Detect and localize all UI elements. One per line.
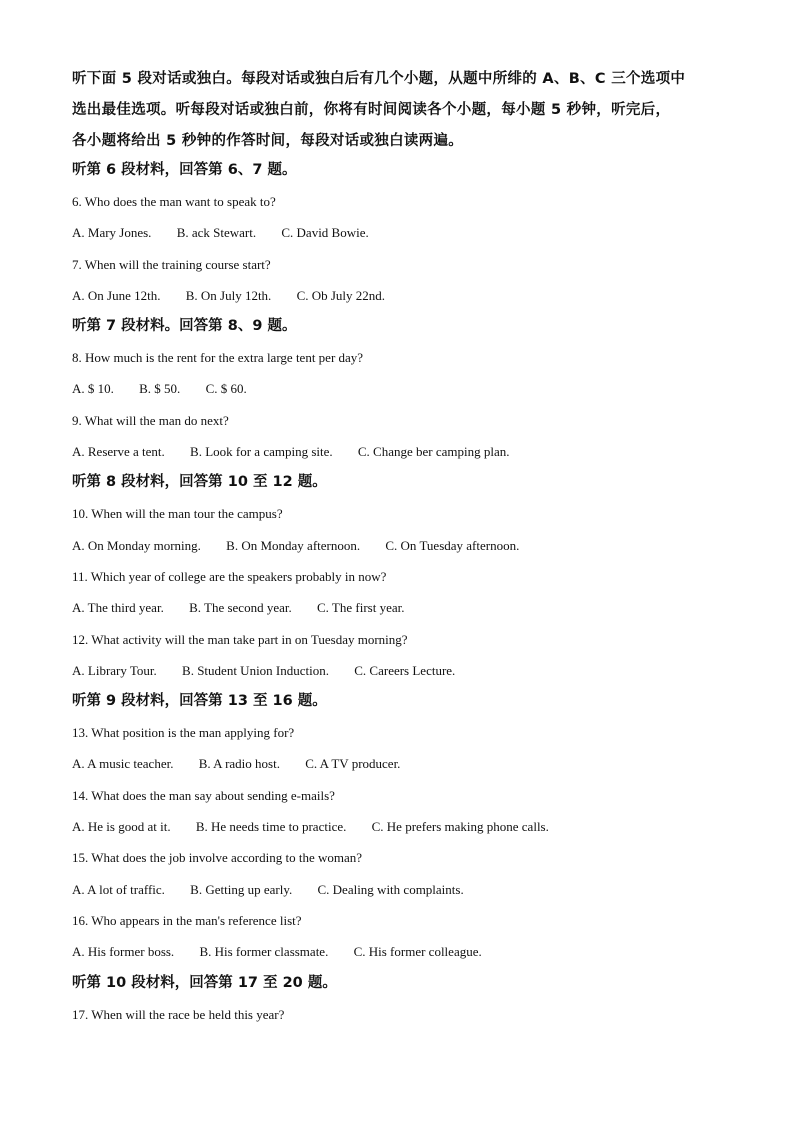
option-c[interactable]: C. The first year. (316, 600, 405, 616)
question-text: 16. Who appears in the man's reference list? (72, 912, 302, 928)
option-b[interactable]: B. Getting up early. (190, 881, 293, 897)
option-b[interactable]: B. His former classmate. (199, 944, 329, 960)
option-a[interactable]: A. Mary Jones. (72, 225, 152, 241)
option-a[interactable]: A. He is good at it. (72, 819, 171, 835)
section-heading: 听第 9 段材料，回答第 13 至 16 题。 (72, 693, 327, 710)
question-text: 13. What position is the man applying for? (72, 725, 295, 741)
option-b[interactable]: B. He needs time to practice. (195, 819, 347, 835)
option-c[interactable]: C. His former colleague. (353, 944, 482, 960)
option-row (72, 592, 752, 623)
option-b[interactable]: B. Look for a camping site. (190, 444, 333, 460)
option-b[interactable]: B. On Monday afternoon. (226, 537, 361, 553)
question-text: 11. Which year of college are the speakers probably in now? (72, 568, 387, 584)
option-b[interactable]: B. Student Union Induction. (182, 662, 329, 678)
section-heading: 听第 10 段材料，回答第 17 至 20 题。 (72, 974, 337, 991)
question-text: 7. When will the training course start? (72, 256, 271, 272)
option-row (72, 936, 752, 967)
option-row (72, 436, 752, 467)
option-a[interactable]: A. A music teacher. (72, 756, 174, 772)
option-c[interactable]: C. Dealing with complaints. (317, 881, 464, 897)
question-text: 15. What does the job involve according to the woman? (72, 850, 363, 866)
option-b[interactable]: B. On July 12th. (185, 287, 272, 303)
option-a[interactable]: A. Reserve a tent. (72, 444, 165, 460)
option-row (72, 655, 752, 686)
option-row (72, 280, 752, 311)
option-c[interactable]: C. Careers Lecture. (354, 662, 456, 678)
option-a[interactable]: A. $ 10. (72, 381, 114, 397)
question-text: 14. What does the man say about sending e-mails? (72, 787, 335, 803)
option-c[interactable]: C. He prefers making phone calls. (371, 819, 549, 835)
option-row (72, 217, 752, 248)
option-c[interactable]: C. Ob July 22nd. (296, 287, 386, 303)
option-a[interactable]: A. A lot of traffic. (72, 881, 165, 897)
question-text: 12. What activity will the man take part in on Tuesday morning? (72, 631, 408, 647)
option-a[interactable]: A. Library Tour. (72, 662, 157, 678)
option-a[interactable]: A. On Monday morning. (72, 537, 201, 553)
option-b[interactable]: B. A radio host. (198, 756, 280, 772)
question-text: 10. When will the man tour the campus? (72, 506, 283, 522)
section-heading: 听第 7 段材料。回答第 8、9 题。 (72, 318, 297, 335)
question-text: 9. What will the man do next? (72, 412, 229, 428)
option-a[interactable]: A. On June 12th. (72, 287, 161, 303)
instructions-line: 各小题将给出 5 秒钟的作答时间，每段对话或独白读两遍。 (72, 133, 464, 149)
question-text: 17. When will the race be held this year? (72, 1006, 285, 1022)
section-heading: 听第 6 段材料，回答第 6、7 题。 (72, 162, 297, 178)
option-row (72, 373, 752, 404)
option-c[interactable]: C. David Bowie. (281, 225, 369, 241)
instructions-line: 听下面 5 段对话或独白。每段对话或独白后有几个小题，从题中所绯的 A、B、C 三个选项中 (72, 71, 686, 87)
option-a[interactable]: A. His former boss. (72, 944, 175, 960)
option-c[interactable]: C. A TV producer. (305, 756, 401, 772)
option-c[interactable]: C. On Tuesday afternoon. (385, 537, 520, 553)
question-text: 6. Who does the man want to speak to? (72, 194, 276, 209)
instructions-line: 选出最佳选项。听每段对话或独白前，你将有时间阅读各个小题，每小题 5 秒钟，听完后， (72, 102, 671, 118)
option-row (72, 530, 752, 561)
option-b[interactable]: B. The second year. (189, 600, 292, 616)
option-a[interactable]: A. The third year. (72, 600, 164, 616)
option-c[interactable]: C. Change ber camping plan. (357, 444, 510, 460)
instructions (72, 64, 732, 157)
option-b[interactable]: B. ack Stewart. (176, 225, 257, 241)
option-row (72, 874, 752, 905)
option-row (72, 811, 752, 842)
section-heading: 听第 8 段材料，回答第 10 至 12 题。 (72, 474, 327, 491)
question-list (72, 155, 752, 1030)
question-text: 8. How much is the rent for the extra large tent per day? (72, 350, 364, 366)
option-b[interactable]: B. $ 50. (139, 381, 181, 397)
option-c[interactable]: C. $ 60. (205, 381, 247, 397)
option-row (72, 748, 752, 779)
